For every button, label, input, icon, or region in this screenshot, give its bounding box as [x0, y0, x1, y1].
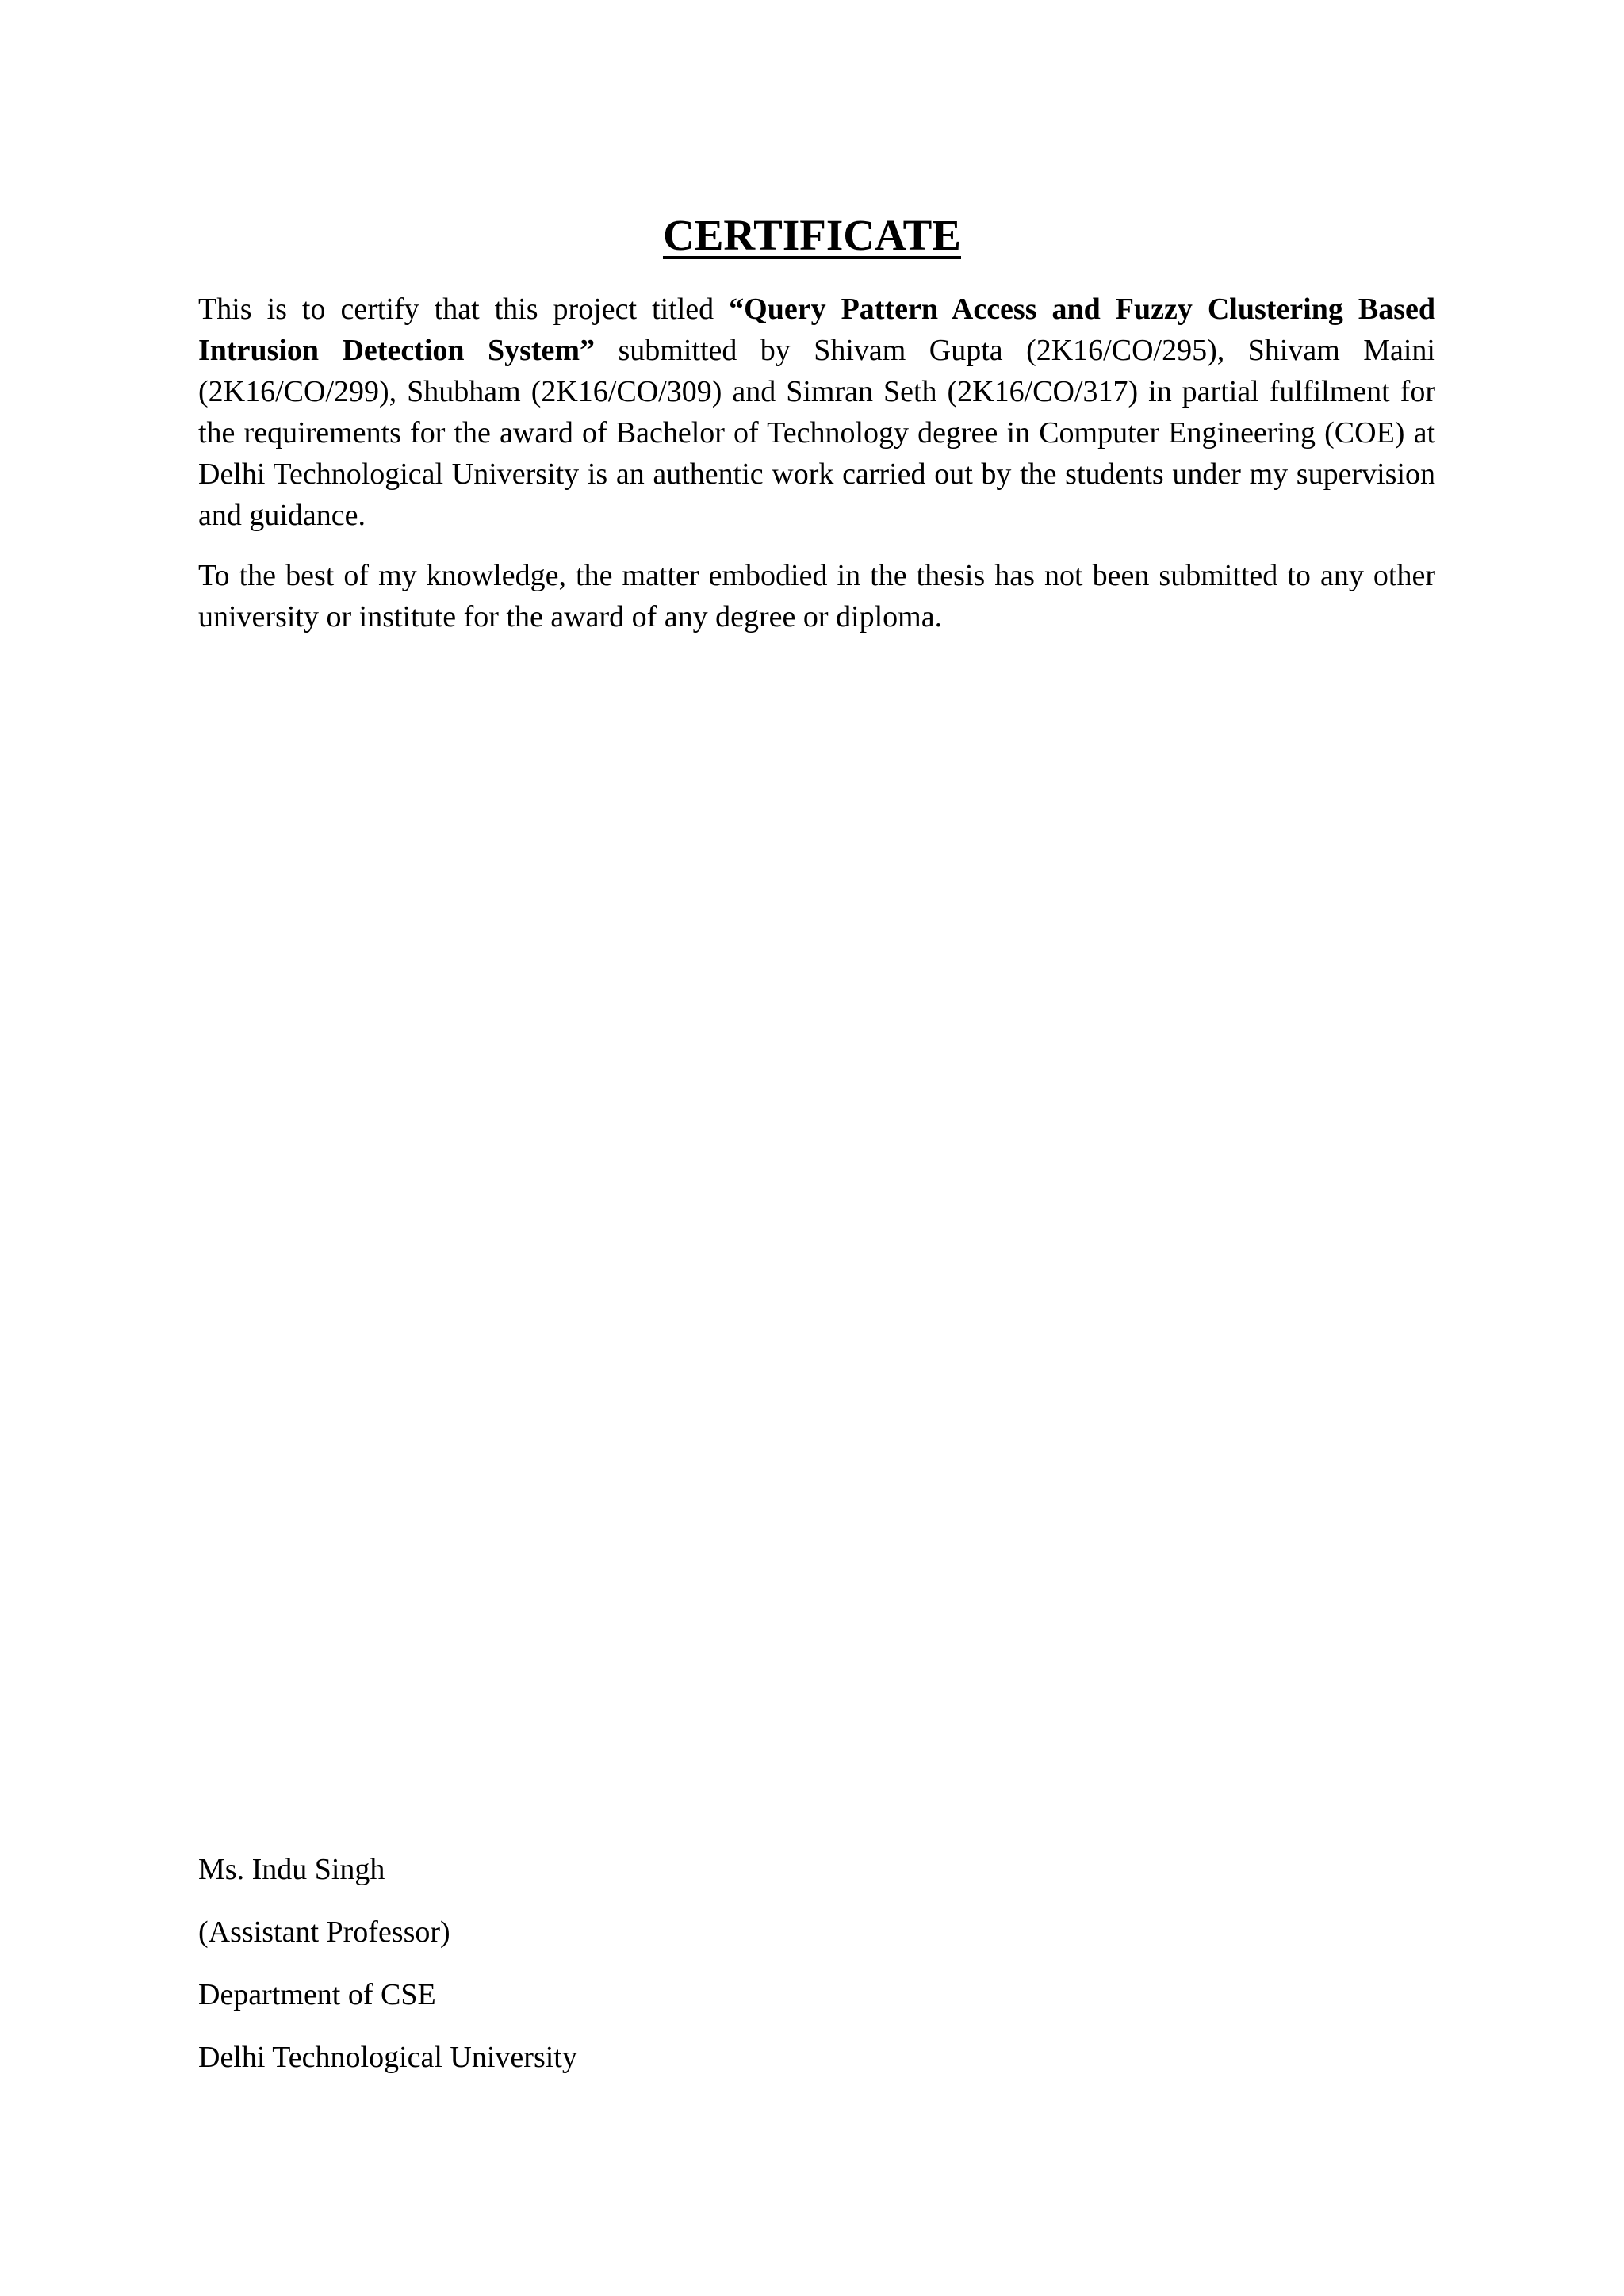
signatory-name: Ms. Indu Singh — [198, 1853, 385, 1886]
certificate-title: CERTIFICATE — [662, 211, 961, 259]
project-title: “Query Pattern Access and Fuzzy Clustering Based Intrusion Detection System” — [198, 293, 1436, 367]
signature-block — [198, 1849, 1150, 2099]
certification-paragraph — [198, 289, 1435, 536]
paragraph-details: submitted by Shivam Gupta (2K16/CO/295), Shivam Maini (2K16/CO/299), Shubham (2K16/CO/309) and Simran Seth (2K16/CO/317) in partial fulfilment for the requirements for the award of Bachelor of Technology degree in Computer Engineering (COE) at Delhi Technological University is an authentic work carried out by the students under my supervision and guidance. — [198, 334, 1435, 532]
paragraph-intro: This is to certify that this project titled — [198, 293, 730, 326]
originality-paragraph: To the best of my knowledge, the matter embodied in the thesis has not been submitted to any other university or institute for the award of any degree or diploma. — [198, 559, 1435, 633]
signatory-designation: (Assistant Professor) — [198, 1915, 450, 1949]
signatory-department: Department of CSE — [198, 1978, 436, 2011]
signatory-institution: Delhi Technological University — [198, 2041, 577, 2074]
